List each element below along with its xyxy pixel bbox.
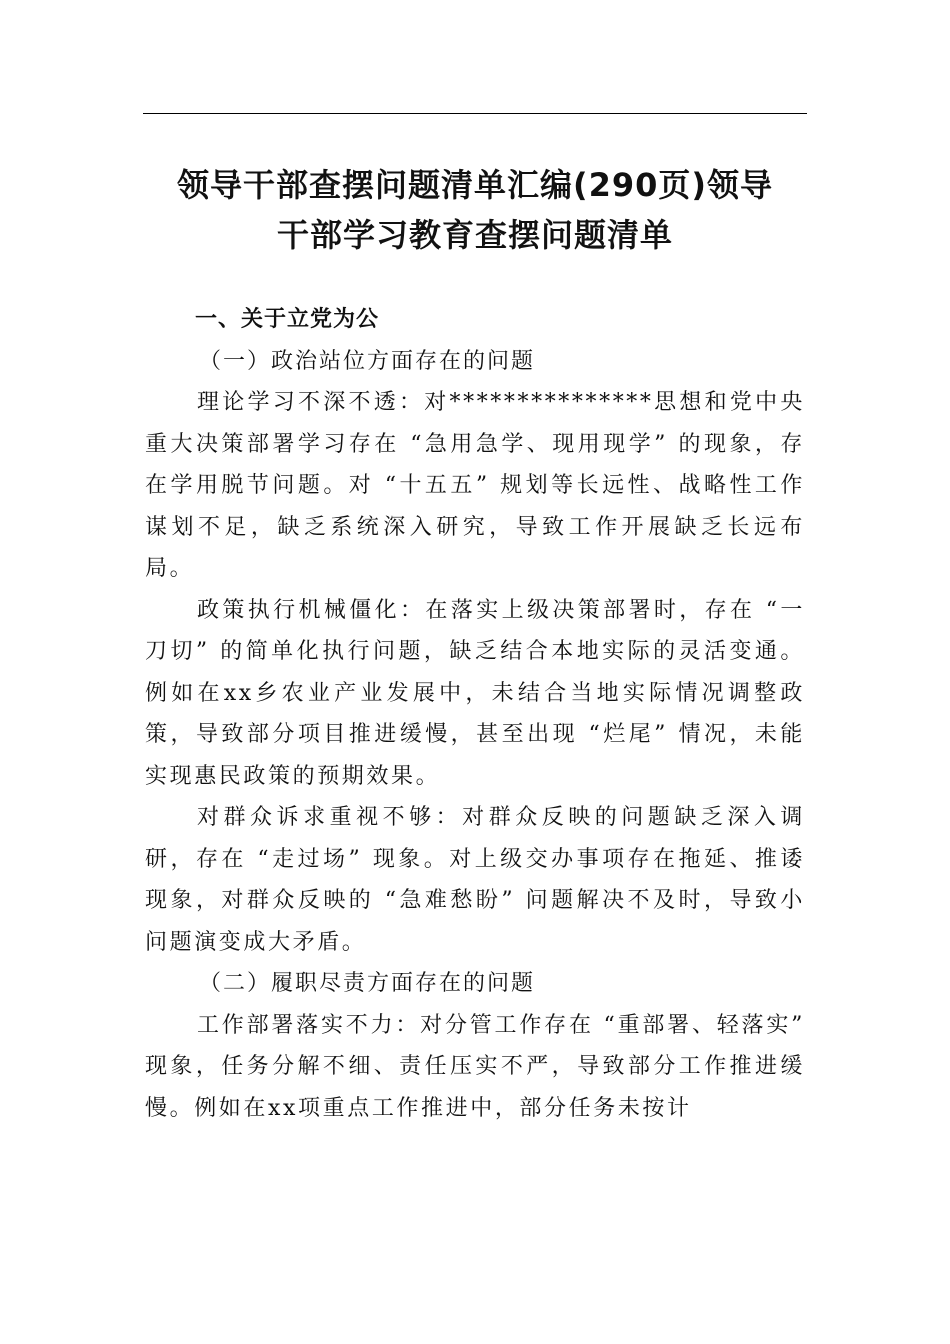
- header-rule: [143, 113, 807, 114]
- title-line-1: 领导干部查摆问题清单汇编(290页)领导: [176, 166, 774, 204]
- document-title: [143, 160, 807, 260]
- paragraph: 理论学习不深不透：对***************思想和党中央重大决策部署学习存在 “急用急学、现用现学” 的现象，存在学用脱节问题。对 “十五五” 规划等长远性、战略性工作谋划不足，缺乏系统深入研究，导致工作开展缺乏长远布局。: [145, 390, 805, 581]
- subsection-heading: （二）履职尽责方面存在的问题: [199, 971, 536, 996]
- subsection-heading: （一）政治站位方面存在的问题: [199, 348, 536, 374]
- paragraph: 对群众诉求重视不够：对群众反映的问题缺乏深入调研，存在 “走过场” 现象。对上级交办事项存在拖延、推诿现象，对群众反映的 “急难愁盼” 问题解决不及时，导致小问题演变成大矛盾。: [145, 805, 805, 955]
- document-body: [145, 299, 805, 1129]
- section-heading: 一、关于立党为公: [195, 307, 380, 332]
- title-line-2: 干部学习教育查摆问题清单: [276, 216, 673, 254]
- paragraph: 政策执行机械僵化：在落实上级决策部署时，存在 “一刀切” 的简单化执行问题，缺乏结合本地实际的灵活变通。例如在xx乡农业产业发展中，未结合当地实际情况调整政策，导致部分项目推进缓慢，甚至出现 “烂尾” 情况，未能实现惠民政策的预期效果。: [145, 597, 805, 789]
- paragraph: 工作部署落实不力：对分管工作存在 “重部署、轻落实” 现象，任务分解不细、责任压实不严，导致部分工作推进缓慢。例如在xx项重点工作推进中，部分任务未按计: [145, 1012, 805, 1121]
